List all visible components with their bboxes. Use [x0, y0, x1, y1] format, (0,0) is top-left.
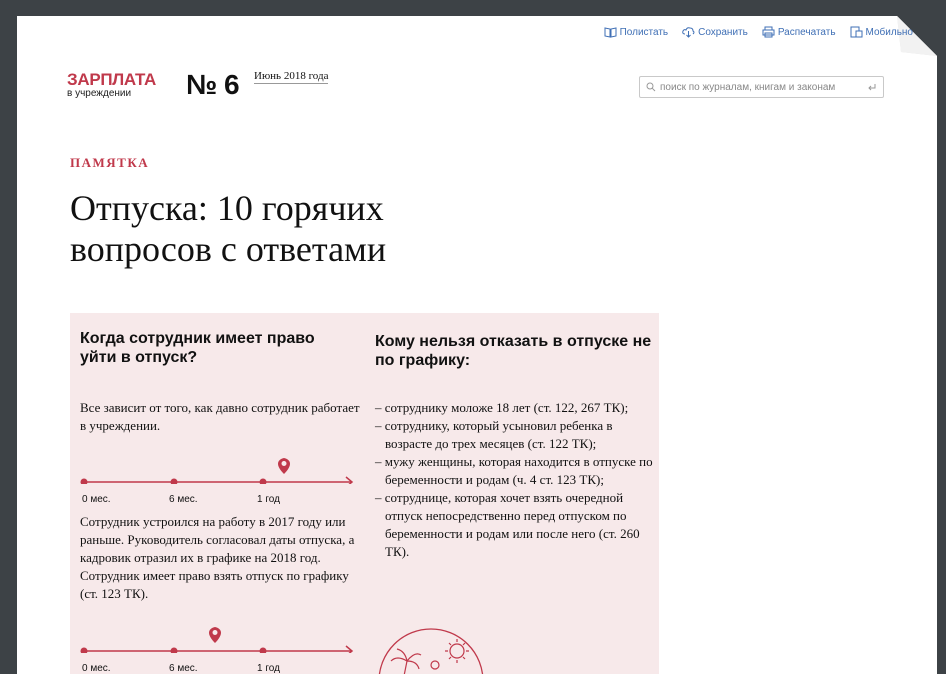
mobile-icon — [850, 26, 863, 38]
timeline-2-label-12: 1 год — [257, 663, 280, 674]
article-title: Отпуска: 10 горячих вопросов с ответами — [70, 188, 387, 269]
right-heading: Кому нельзя отказать в отпуске не по графику: — [375, 333, 652, 369]
left-heading: Когда сотрудник имеет право уйти в отпуск? — [80, 330, 315, 366]
mobile-label: Мобильно — [865, 26, 913, 38]
article-category: ПАМЯТКА — [70, 155, 150, 170]
site-logo[interactable] — [67, 72, 156, 99]
toolbar — [604, 26, 913, 38]
logo-main: ЗАРПЛАТА — [67, 70, 157, 89]
issue-number: № 6 — [186, 69, 240, 100]
browse-button[interactable] — [604, 26, 669, 38]
timeline-1-dot-12 — [260, 479, 267, 485]
printer-icon — [762, 26, 775, 38]
case1-text: Сотрудник устроился на работу в 2017 году или раньше. Руководитель согласовал даты отпуска, а кадровик отразил их в графике на 2018 год. Сотрудник имеет право взять отпуск по графику (ст. 123 ТК). — [80, 514, 355, 601]
list-item: – сотруднику, который усыновил ребенка в возрасте до трех месяцев (ст. 122 ТК); — [375, 417, 655, 453]
print-button[interactable] — [762, 26, 836, 38]
book-icon — [604, 26, 617, 38]
timeline-1 — [80, 456, 360, 505]
timeline-2-dot-6 — [171, 648, 178, 654]
search-box[interactable] — [639, 76, 884, 98]
left-intro: Все зависит от того, как давно сотрудник работает в учреждении. — [80, 400, 360, 433]
timeline-2-dot-0 — [81, 648, 88, 654]
right-list — [375, 399, 655, 561]
browse-label: Полистать — [619, 26, 669, 38]
search-input[interactable] — [660, 82, 867, 93]
timeline-1-label-6: 6 мес. — [169, 494, 198, 505]
vacation-illustration-icon — [375, 621, 495, 674]
timeline-2 — [80, 625, 360, 674]
map-pin-icon — [278, 458, 290, 474]
logo-sub: в учреждении — [67, 88, 132, 99]
print-label: Распечатать — [777, 26, 836, 38]
list-item: – сотруднице, которая хочет взять очередной отпуск непосредственно перед отпуском по беременности и родам или после него (ст. 260 ТК). — [375, 489, 655, 561]
list-item: – мужу женщины, которая находится в отпуске по беременности и родам (ч. 4 ст. 123 ТК); — [375, 453, 655, 489]
issue-date-link[interactable]: Июнь 2018 года — [254, 70, 329, 82]
infobox — [70, 313, 659, 674]
map-pin-icon — [209, 627, 221, 643]
timeline-2-label-6: 6 мес. — [169, 663, 198, 674]
timeline-1-label-0: 0 мес. — [82, 494, 111, 505]
timeline-1-label-12: 1 год — [257, 494, 280, 505]
save-label: Сохранить — [698, 26, 748, 38]
cloud-download-icon — [682, 26, 695, 38]
timeline-2-dot-12 — [260, 648, 267, 654]
mobile-button[interactable] — [850, 26, 913, 38]
page — [17, 16, 937, 674]
enter-icon[interactable] — [867, 82, 877, 92]
list-item: – сотруднику моложе 18 лет (ст. 122, 267 ТК); — [375, 399, 655, 417]
timeline-1-dot-6 — [171, 479, 178, 485]
timeline-1-dot-0 — [81, 479, 88, 485]
search-icon — [646, 82, 656, 92]
save-button[interactable] — [682, 26, 748, 38]
timeline-2-label-0: 0 мес. — [82, 663, 111, 674]
